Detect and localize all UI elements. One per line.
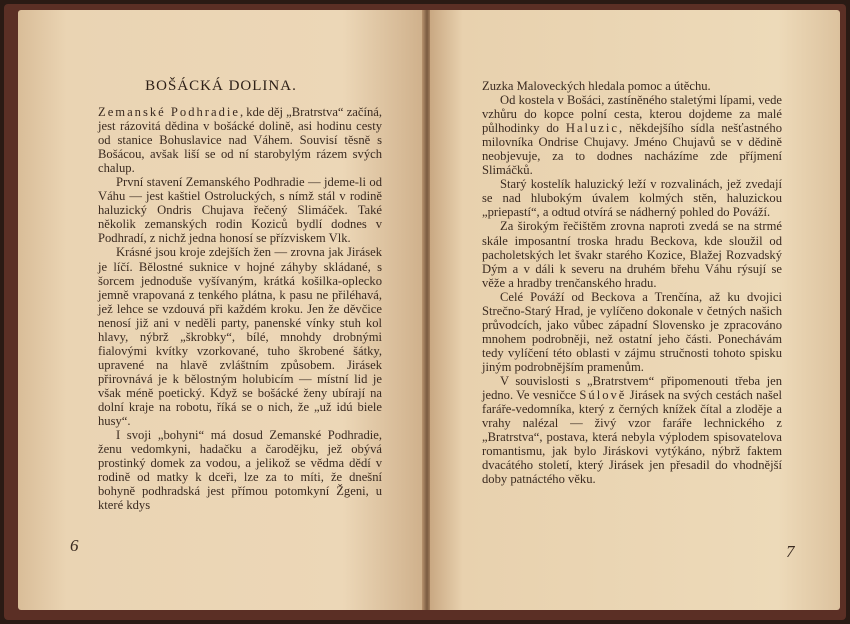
chapter-title: BOŠÁCKÁ DOLINA. bbox=[145, 78, 297, 94]
open-book bbox=[4, 4, 846, 620]
paragraph: Celé Pováží od Beckova a Trenčína, až ku dvojici Strečno-Starý Hrad, je vylíčeno dokonale v četných našich průvodcích, jako vůbec západní Slovensko je zpracováno mnohem podrobněji, než ostatní jeho části. Ponechávám tedy vylíčení této oblasti v zájmu stručnosti tohoto spisku jiným podrobnějším pramenům. bbox=[482, 289, 782, 374]
page-number: 6 bbox=[70, 536, 79, 555]
spaced-text: Haluzic bbox=[565, 121, 620, 136]
paragraph: Od kostela v Bošáci, zastíněného staletými lípami, vede vzhůru do kopce polní cesta, kterou dojdeme za malé půlhodinky do Haluzic, někdejšího sídla nešťastného milovníka Ondrise Chujavy. Jméno Chujavů se v dědině neobjevuje, za to dodnes nacházíme zde příjmení Slimáčků. bbox=[482, 93, 782, 178]
paragraph: I svoji „bohyni“ má dosud Zemanské Podhradie, ženu vedomkyni, hadačku a čarodějku, jež obývá prostinký domek za vodou, a jelikož se vědma dědí v rodině od matky k dceři, lze za to míti, že dnešní bohyně podhradská jest přímou potomkyní Žgeni, u které kdys bbox=[98, 428, 382, 513]
left-page bbox=[18, 10, 424, 610]
right-page bbox=[430, 10, 840, 610]
paragraph: Za širokým řečištěm zrovna naproti zvedá se na strmé skále imposantní troska hradu Beckova, kde sloužil od pacholetských let švakr starého Kozice, Blažej Rozvadský Dým a v dáli k severu na druhém břehu Váhu rýsují se věže a hradby trenčanského hradu. bbox=[482, 219, 782, 290]
paragraph: Zemanské Podhradie, kde děj „Bratrstva“ začíná, jest rázovitá dědina v bošácké dolině, asi hodinu cesty od stanice Bohuslavice nad Váhem. Souvisí těsně s Bošácou, avšak liší se od ní starobylým rázem svých chalup. bbox=[98, 105, 382, 176]
paragraph: První stavení Zemanského Podhradie — jdeme-li od Váhu — jest kaštiel Ostroluckých, s nímž stál v rodině haluzický Ondris Chujava řečený Slimáček. Také několik zemanských rodin Koziců bydlí dodnes v Podhradí, z nichž jedna honosí se přízviskem Vlk. bbox=[98, 175, 382, 246]
paragraph: Starý kostelík haluzický leží v rozvalinách, jež zvedají se nad hlubokým úvalem kolmých stěn, haluzickou „priepastí“, a odtud otvírá se nádherný pohled do Pováží. bbox=[482, 177, 782, 220]
spaced-text: Súlově bbox=[579, 388, 627, 403]
paragraph: Zuzka Maloveckých hledala pomoc a útěchu. bbox=[482, 79, 711, 93]
page-number: 7 bbox=[786, 542, 795, 561]
left-page-text bbox=[98, 105, 382, 512]
spaced-text: Zemanské Podhradie bbox=[98, 105, 240, 119]
paragraph: Krásné jsou kroje zdejších žen — zrovna jak Jirásek je líčí. Bělostné suknice v hojné záhyby skládané, s šorcem jednoduše vyšívaným, krátká košilka-oplecko jemně vrapovaná z tenkého plátna, k pasu ne přiléhavá, jež lehce se vzdouvá při každém kroku. Jen že děvčice nenosí již ani v neděli party, panenské vínky stuh kol hlavy, nýbrž „škrobky“, bílé, mnohdy drobnými fialovými kvítky vzorkované, tuho škrobené šátky, upravené na hlavě zvláštním způsobem. Jirásek přirovnává je k bělostným holubicím — místní lid je však méně poetický. Když se bošácké ženy ubírají na dolní kraje na robotu, říká se o nich, že „už idú biele husy“. bbox=[98, 245, 382, 429]
right-page-text bbox=[482, 79, 782, 486]
paragraph: V souvislosti s „Bratrstvem“ připomenouti třeba jen jedno. Ve vesničce Súlově Jirásek na svých cestách našel faráře-vedomníka, který z černých knížek čítal a zloděje a vrahy nalézal — živý vzor faráře lechnického z „Bratrstva“, postava, která nebyla výplodem spisovatelova romantismu, jak bylo Jiráskovi vytýkáno, nýbrž faktem dvacátého století, který Jirásek jen přesadil do vhodnější doby patnáctého věku. bbox=[482, 373, 782, 487]
